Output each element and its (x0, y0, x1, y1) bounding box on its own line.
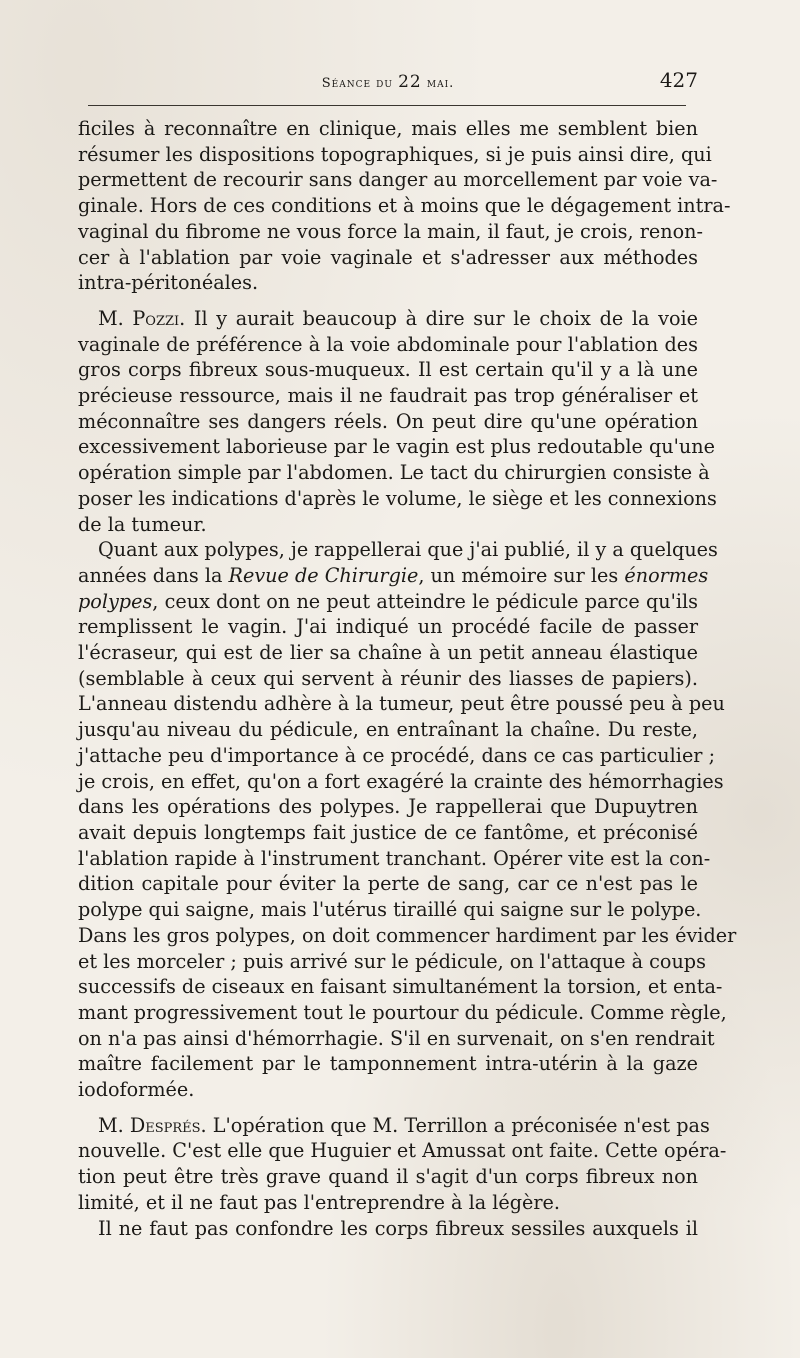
text-line: limité, et il ne faut pas l'entreprendre à la légère. (78, 1190, 561, 1214)
text-line: vaginale de préférence à la voie abdominale pour l'ablation des (78, 332, 698, 356)
speaker-name: M. Pozzi. (98, 306, 186, 330)
text-line: successifs de ciseaux en faisant simultanément la torsion, et enta- (78, 975, 723, 999)
text-line: l'écraseur, qui est de lier sa chaîne à un petit anneau élastique (78, 641, 698, 665)
text-line: mant progressivement tout le pourtour du pédicule. Comme règle, (78, 1000, 727, 1024)
text-line: Quant aux polypes, je rappellerai que j'ai publié, il y a quelques (98, 538, 718, 562)
text-line: permettent de recourir sans danger au morcellement par voie va- (78, 168, 718, 192)
text-line: résumer les dispositions topographiques, si je puis ainsi dire, qui (78, 142, 712, 166)
text-line: dition capitale pour éviter la perte de sang, car ce n'est pas le (78, 872, 698, 896)
text-line: années dans la Revue de Chirurgie, un mémoire sur les énormes (78, 563, 709, 587)
text-line: avait depuis longtemps fait justice de ce fantôme, et préconisé (78, 820, 698, 844)
text-line: dans les opérations des polypes. Je rappellerai que Dupuytren (78, 795, 698, 819)
text-line: excessivement laborieuse par le vagin est plus redoutable qu'une (78, 435, 715, 459)
text-line: M. Després. L'opération que M. Terrillon a préconisée n'est pas (98, 1113, 710, 1137)
page-header (78, 66, 698, 94)
text-line: ficiles à reconnaître en clinique, mais elles me semblent bien (78, 117, 698, 140)
text-line: polype qui saigne, mais l'utérus tiraillé qui saigne sur le polype. (78, 898, 702, 922)
text-line: ginale. Hors de ces conditions et à moins que le dégagement intra- (78, 194, 731, 218)
text-line: Il ne faut pas confondre les corps fibreux sessiles auxquels il (98, 1216, 698, 1240)
text-line: on n'a pas ainsi d'hémorrhagie. S'il en survenait, on s'en rendrait (78, 1026, 715, 1050)
text-line: Dans les gros polypes, on doit commencer hardiment par les évider (78, 923, 737, 947)
text-line: l'ablation rapide à l'instrument tranchant. Opérer vite est la con- (78, 846, 711, 870)
text-line: j'attache peu d'importance à ce procédé, dans ce cas particulier ; (78, 743, 716, 767)
text-line: remplissent le vagin. J'ai indiqué un procédé facile de passer (78, 615, 698, 639)
header-rule (88, 105, 686, 106)
text-line: gros corps fibreux sous-muqueux. Il est certain qu'il y a là une (78, 358, 698, 382)
text-line: intra-péritonéales. (78, 271, 259, 295)
text-line: jusqu'au niveau du pédicule, en entraînant la chaîne. Du reste, (78, 718, 698, 742)
text-line: poser les indications d'après le volume, le siège et les connexions (78, 486, 717, 510)
text-line: de la tumeur. (78, 512, 207, 536)
text-line: nouvelle. C'est elle que Huguier et Amussat ont faite. Cette opéra- (78, 1139, 727, 1163)
text-line: M. Pozzi. Il y aurait beaucoup à dire sur le choix de la voie (98, 306, 698, 330)
speaker-name: M. Després. (98, 1113, 207, 1137)
journal-title: Revue de Chirurgie (228, 563, 419, 587)
page-number: 427 (659, 68, 698, 92)
text-line: et les morceler ; puis arrivé sur le pédicule, on l'attaque à coups (78, 949, 706, 973)
text-line: cer à l'ablation par voie vaginale et s'adresser aux méthodes (78, 245, 698, 269)
text-line: précieuse ressource, mais il ne faudrait pas trop généraliser et (78, 384, 698, 408)
text-line: (semblable à ceux qui servent à réunir des liasses de papiers). (78, 666, 698, 690)
text-line: maître facilement par le tamponnement intra-utérin à la gaze (78, 1052, 698, 1076)
text-line: je crois, en effet, qu'on a fort exagéré la crainte des hémorrhagies (78, 769, 724, 793)
text-line: vaginal du fibrome ne vous force la main, il faut, je crois, renon- (78, 219, 703, 243)
text-line: polypes, ceux dont on ne peut atteindre le pédicule parce qu'ils (78, 589, 698, 613)
text-line: opération simple par l'abdomen. Le tact du chirurgien consiste à (78, 461, 710, 485)
body-text (78, 116, 737, 1241)
text-line: méconnaître ses dangers réels. On peut dire qu'une opération (78, 409, 698, 433)
running-title: Séance du 22 mai. (321, 72, 455, 92)
text-line: tion peut être très grave quand il s'agit d'un corps fibreux non (78, 1165, 698, 1189)
text-line: iodoformée. (78, 1078, 195, 1102)
text-line: L'anneau distendu adhère à la tumeur, peut être poussé peu à peu (78, 692, 725, 716)
